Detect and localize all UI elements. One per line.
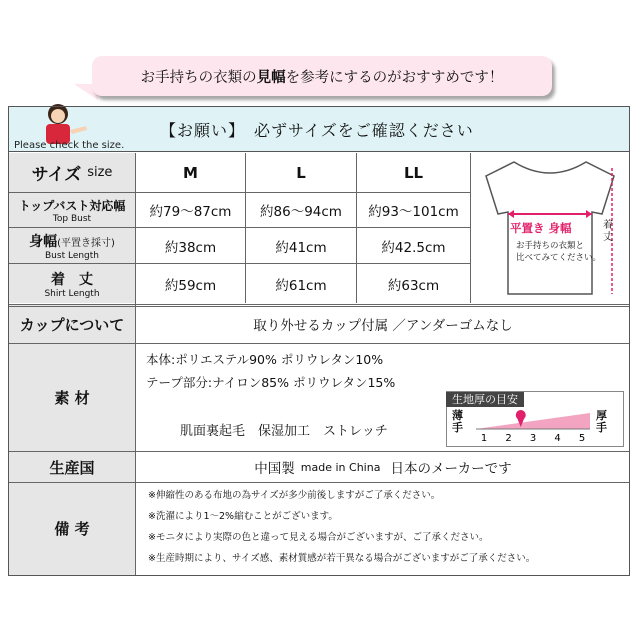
remark-2: ※洗濯により1〜2%縮むことがございます。 xyxy=(148,511,338,522)
size-ll xyxy=(357,153,470,192)
origin-en: made in China xyxy=(300,460,381,474)
cup-label: カップについて xyxy=(19,315,125,334)
top-bust-ll: 約93〜101cm xyxy=(368,204,459,220)
material-line-1: 本体:ポリエステル90% ポリウレタン10% xyxy=(146,352,384,367)
body-width-note: (平置き採寸) xyxy=(57,237,115,249)
body-width-ll: 約42.5cm xyxy=(381,239,446,256)
banner-text-pre: お手持ちの衣類の xyxy=(140,69,257,86)
origin-main: 中国製 xyxy=(254,461,295,477)
thickness-tick-label: 2 xyxy=(505,433,512,444)
thin-label: 薄手 xyxy=(452,409,463,434)
thickness-tick-label: 4 xyxy=(554,433,561,444)
hint-line-1: お手持ちの衣類と xyxy=(516,241,585,251)
origin-label: 生産国 xyxy=(49,458,95,477)
thickness-scale xyxy=(470,403,596,445)
origin-brand: 日本のメーカーです xyxy=(390,461,512,477)
diagram-hint xyxy=(516,240,601,264)
grid-line xyxy=(470,153,471,303)
length-m: 約59cm xyxy=(164,277,217,294)
remarks-notes xyxy=(148,485,535,569)
remark-3: ※モニタにより実際の色と違って見える場合がございますが、ご了承ください。 xyxy=(148,532,489,543)
remarks-label: 備 考 xyxy=(54,520,90,538)
advice-banner xyxy=(92,56,552,96)
size-label-cell xyxy=(9,153,135,192)
top-bust-label-cell xyxy=(9,193,135,227)
body-width-label-en: Bust Length xyxy=(45,250,99,261)
material-line-2: テープ部分:ナイロン85% ポリウレタン15% xyxy=(146,375,396,390)
remarks-label-cell xyxy=(9,482,135,575)
material-features: 肌面裏起毛 保湿加工 ストレッチ xyxy=(180,424,388,439)
thickness-title: 生地厚の目安 xyxy=(446,388,524,407)
size-l-label: L xyxy=(296,163,306,182)
origin-label-cell xyxy=(9,452,135,482)
top-bust-m: 約79〜87cm xyxy=(149,204,232,220)
thick-label: 厚手 xyxy=(596,409,607,434)
thickness-tick-label: 1 xyxy=(480,433,488,444)
top-bust-label: トップバスト対応幅 xyxy=(18,198,126,213)
top-bust-l: 約86〜94cm xyxy=(260,204,342,220)
grid-line xyxy=(9,482,629,483)
origin-value xyxy=(136,452,630,482)
banner-text-bold: 見幅 xyxy=(256,69,286,86)
body-width-label: 身幅 xyxy=(29,233,58,250)
material-label-cell xyxy=(9,343,135,451)
top-bust-label-en: Top Bust xyxy=(52,213,92,224)
material-label: 素 材 xyxy=(54,388,90,407)
length-l: 約61cm xyxy=(275,277,327,294)
body-width-label-cell xyxy=(9,228,135,263)
cup-value: 取り外せるカップ付属 ／アンダーゴムなし xyxy=(253,318,513,334)
length-diagram-label: 着丈 xyxy=(603,220,613,243)
length-ll: 約63cm xyxy=(387,277,440,294)
size-l xyxy=(246,153,356,192)
please-check-text: Please check the size. xyxy=(14,140,125,151)
size-label: サイズ xyxy=(31,165,82,185)
size-m xyxy=(136,153,245,192)
cup-label-cell xyxy=(9,305,135,343)
notice-title: 【お願い】 必ずサイズをご確認ください xyxy=(160,121,474,140)
size-m-label: M xyxy=(183,163,198,182)
size-label-en: size xyxy=(87,165,113,180)
thickness-tick-label: 3 xyxy=(529,433,537,444)
banner-text-post: を参考にするのがおすすめです！ xyxy=(285,69,504,86)
hint-line-2: 比べてみてください。 xyxy=(516,253,602,263)
length-label-en: Shirt Length xyxy=(44,288,100,299)
thickness-tick-label: 5 xyxy=(578,433,586,444)
remark-1: ※伸縮性のある布地の為サイズが多少前後しますがご了承ください。 xyxy=(148,490,441,501)
body-width-l: 約41cm xyxy=(275,239,327,256)
thickness-wedge xyxy=(476,413,590,429)
body-width-m: 約38cm xyxy=(164,239,217,256)
length-label: 着 丈 xyxy=(51,271,93,288)
width-label: 平置き 身幅 xyxy=(510,221,572,235)
length-label-cell xyxy=(9,264,135,303)
grid-line xyxy=(9,343,629,344)
remark-4: ※生産時期により、サイズ感、素材質感が若干異なる場合がございますがご了承ください。 xyxy=(148,553,536,564)
size-ll-label: LL xyxy=(403,163,424,182)
